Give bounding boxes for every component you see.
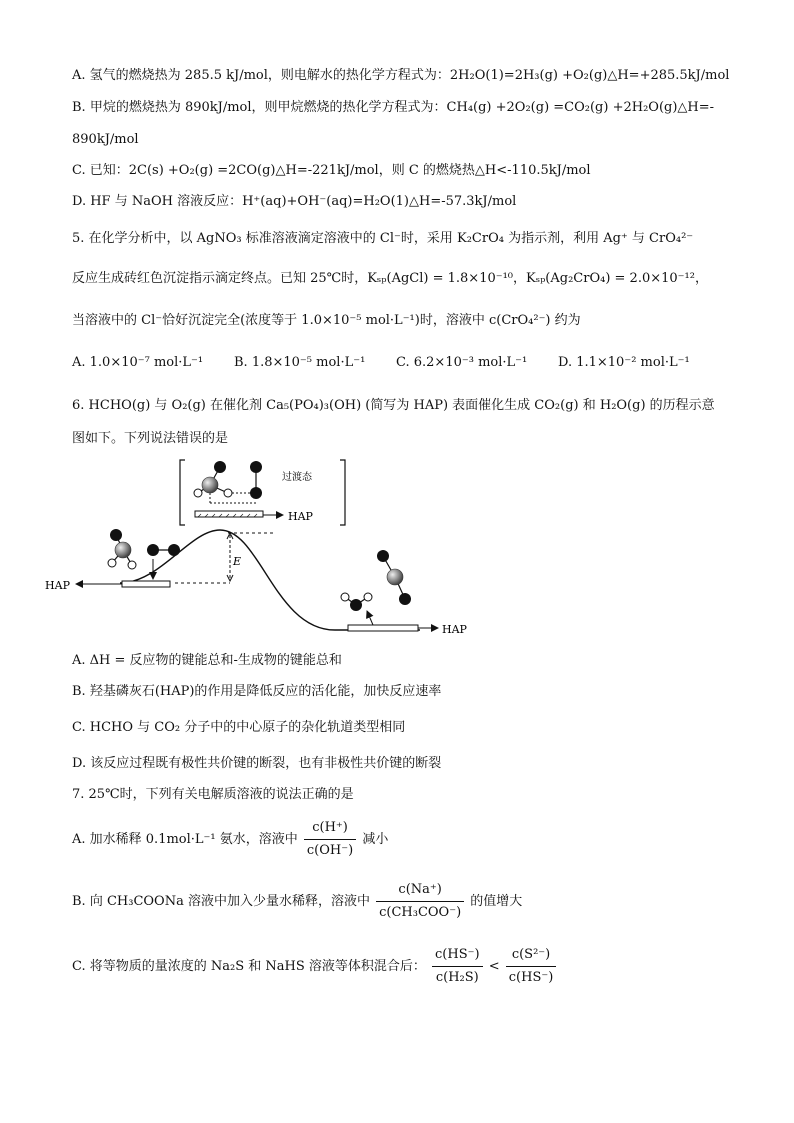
q7-option-c-numerator-right: c(S²⁻) xyxy=(506,945,557,967)
q5-stem-line1: 5. 在化学分析中，以 AgNO₃ 标准溶液滴定溶液中的 Cl⁻时，采用 K₂CrO₄ 为指示剂，利用 Ag⁺ 与 CrO₄²⁻ xyxy=(72,231,694,246)
q7-option-a xyxy=(72,818,388,861)
q7-option-c-denominator-right: c(HS⁻) xyxy=(508,970,554,985)
q6-stem-line1: 6. HCHO(g) 与 O₂(g) 在催化剂 Ca₅(PO₄)₃(OH) (简写为 HAP) 表面催化生成 CO₂(g) 和 H₂O(g) 的历程示意 xyxy=(72,398,715,413)
q7-option-c-numerator-left: c(HS⁻) xyxy=(432,945,483,967)
q4-option-a: A. 氢气的燃烧热为 285.5 kJ/mol，则电解水的热化学方程式为：2H₂O(1)=2H₃(g) +O₂(g)△H=+285.5kJ/mol xyxy=(72,68,730,83)
q4-option-c: C. 已知：2C(s) +O₂(g) =2CO(g)△H=-221kJ/mol，则 C 的燃烧热△H<-110.5kJ/mol xyxy=(72,163,591,178)
q6-option-c: C. HCHO 与 CO₂ 分子中的中心原子的杂化轨道类型相同 xyxy=(72,720,406,735)
q7-option-c-fraction-left xyxy=(432,945,483,988)
q7-option-b-denominator: c(CH₃COO⁻) xyxy=(379,905,462,920)
activation-energy-label: E xyxy=(233,555,242,568)
q7-option-b-numerator: c(Na⁺) xyxy=(376,880,464,902)
transition-state-label: 过渡态 xyxy=(282,472,312,483)
q5-stem-line2: 反应生成砖红色沉淀指示滴定终点。已知 25℃时，Kₛₚ(AgCl) = 1.8×10⁻¹⁰，Kₛₚ(Ag₂CrO₄) = 2.0×10⁻¹²， xyxy=(72,271,708,286)
q5-option-c: C. 6.2×10⁻³ mol·L⁻¹ xyxy=(396,355,528,370)
q7-option-b xyxy=(72,880,522,923)
q6-option-a: A. ΔH = 反应物的键能总和-生成物的键能总和 xyxy=(72,653,342,668)
energy-curve xyxy=(120,530,420,630)
q6-option-d: D. 该反应过程既有极性共价键的断裂，也有非极性共价键的断裂 xyxy=(72,756,442,771)
q5-option-d: D. 1.1×10⁻² mol·L⁻¹ xyxy=(558,355,690,370)
q4-option-d: D. HF 与 NaOH 溶液反应：H⁺(aq)+OH⁻(aq)=H₂O(1)△H=-57.3kJ/mol xyxy=(72,194,517,209)
q7-option-a-fraction xyxy=(304,818,356,861)
q4-option-b-continued: 890kJ/mol xyxy=(72,132,139,147)
transition-state-molecule xyxy=(194,461,262,503)
q7-option-a-denominator: c(OH⁻) xyxy=(306,843,354,858)
q7-option-c xyxy=(72,945,558,988)
q5-option-b: B. 1.8×10⁻⁵ mol·L⁻¹ xyxy=(234,355,366,370)
q7-option-b-tail: 的值增大 xyxy=(470,894,523,909)
reactant-molecules xyxy=(108,529,180,579)
q7-option-c-text: C. 将等物质的量浓度的 Na₂S 和 NaHS 溶液等体积混合后： xyxy=(72,959,426,974)
q7-option-b-text: B. 向 CH₃COONa 溶液中加入少量水稀释，溶液中 xyxy=(72,894,370,909)
q5-stem-line3: 当溶液中的 Cl⁻恰好沉淀完全(浓度等于 1.0×10⁻⁵ mol·L⁻¹)时，溶液中 c(CrO₄²⁻) 约为 xyxy=(72,313,581,328)
q4-option-b: B. 甲烷的燃烧热为 890kJ/mol，则甲烷燃烧的热化学方程式为：CH₄(g) +2O₂(g) =CO₂(g) +2H₂O(g)△H=- xyxy=(72,100,715,115)
q7-option-c-comparator: < xyxy=(488,959,500,974)
q7-option-c-fraction-right xyxy=(506,945,557,988)
hap-label-right: HAP xyxy=(442,623,467,636)
q5-option-a: A. 1.0×10⁻⁷ mol·L⁻¹ xyxy=(72,355,204,370)
reaction-pathway-diagram xyxy=(45,455,490,645)
q7-option-b-fraction xyxy=(376,880,464,923)
product-molecules xyxy=(341,550,411,625)
q6-option-b: B. 羟基磷灰石(HAP)的作用是降低反应的活化能，加快反应速率 xyxy=(72,684,442,699)
q7-option-c-denominator-left: c(H₂S) xyxy=(435,970,479,985)
q6-stem-line2: 图如下。下列说法错误的是 xyxy=(72,431,229,446)
hap-label-transition: HAP xyxy=(288,510,313,523)
q7-option-a-numerator: c(H⁺) xyxy=(304,818,356,840)
q7-stem: 7. 25℃时，下列有关电解质溶液的说法正确的是 xyxy=(72,787,354,802)
q7-option-a-tail: 减小 xyxy=(362,832,389,847)
q7-option-a-text: A. 加水稀释 0.1mol·L⁻¹ 氨水，溶液中 xyxy=(72,832,298,847)
hap-label-left: HAP xyxy=(45,579,70,592)
